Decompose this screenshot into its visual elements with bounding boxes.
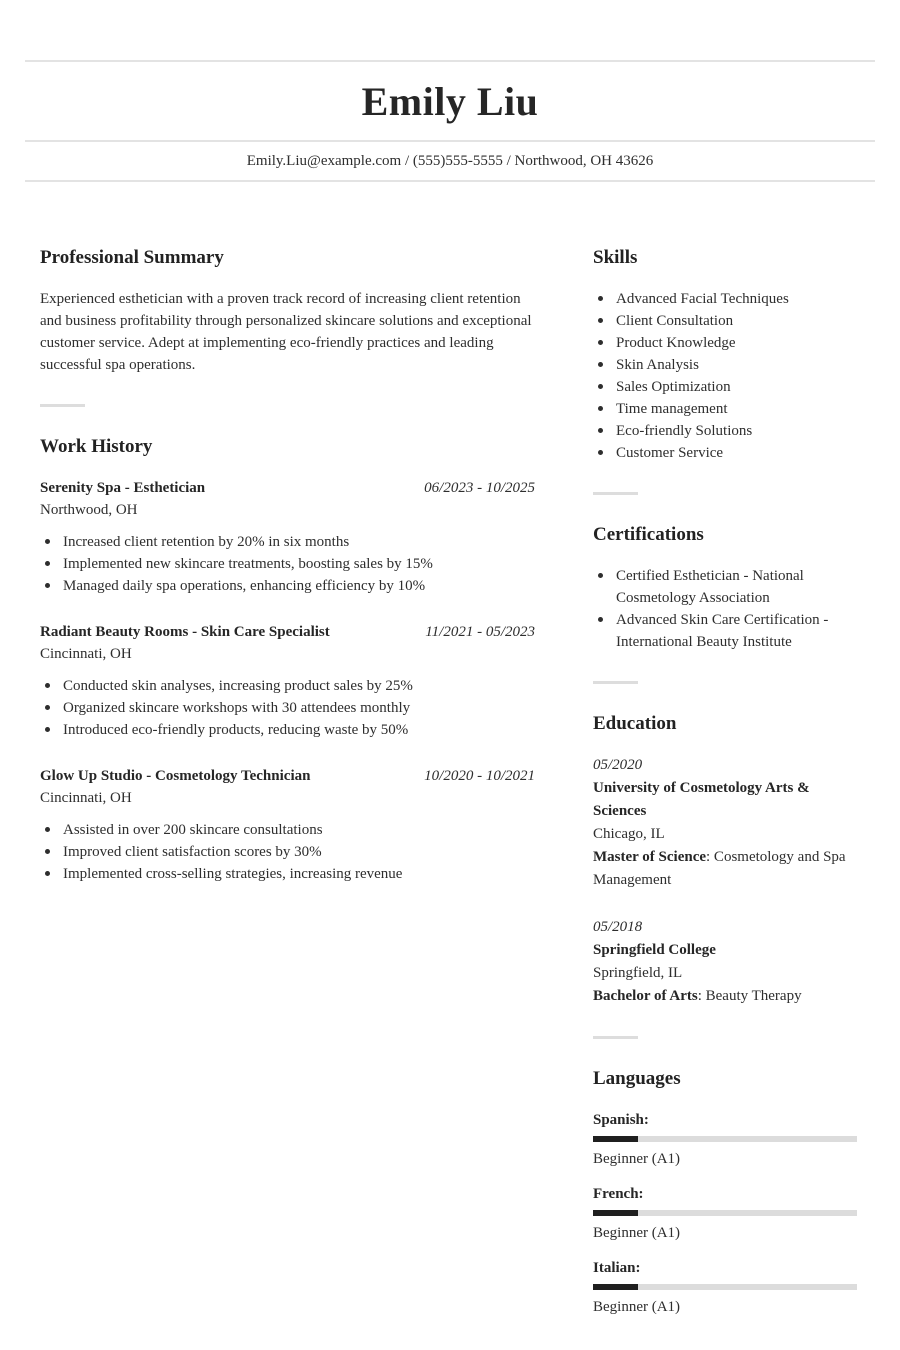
certification-item: Advanced Skin Care Certification - International Beauty Institute bbox=[593, 609, 857, 653]
summary-heading: Professional Summary bbox=[40, 247, 224, 268]
skill-item: Customer Service bbox=[593, 442, 857, 464]
content-columns bbox=[40, 246, 857, 1331]
job-dates: 10/2020 - 10/2021 bbox=[424, 768, 535, 784]
job-title-row bbox=[40, 477, 535, 499]
skill-item: Sales Optimization bbox=[593, 376, 857, 398]
job-title: Serenity Spa - Esthetician bbox=[40, 480, 206, 496]
job-bullet: Implemented new skincare treatments, boosting sales by 15% bbox=[40, 553, 535, 575]
section-divider bbox=[593, 681, 638, 684]
education-heading: Education bbox=[593, 713, 677, 734]
education-degree-label: Bachelor of Arts bbox=[593, 988, 698, 1004]
education-degree-field: : Beauty Therapy bbox=[697, 988, 802, 1004]
section-certifications bbox=[593, 523, 857, 653]
section-languages bbox=[593, 1067, 857, 1318]
job-bullet-list bbox=[40, 819, 535, 885]
job-bullet-list bbox=[40, 675, 535, 741]
education-school: University of Cosmetology Arts & Sciences bbox=[593, 780, 810, 819]
job-bullet: Introduced eco-friendly products, reducing waste by 50% bbox=[40, 719, 535, 741]
skill-item: Client Consultation bbox=[593, 310, 857, 332]
job-bullet: Managed daily spa operations, enhancing efficiency by 10% bbox=[40, 575, 535, 597]
language-name: Spanish: bbox=[593, 1112, 649, 1128]
certification-item: Certified Esthetician - National Cosmetology Association bbox=[593, 565, 857, 609]
job-title: Glow Up Studio - Cosmetology Technician bbox=[40, 768, 311, 784]
section-divider bbox=[593, 1036, 638, 1039]
education-degree bbox=[593, 846, 857, 892]
language-level: Beginner (A1) bbox=[593, 1225, 681, 1241]
job-title-row bbox=[40, 621, 535, 643]
language-entry bbox=[593, 1109, 857, 1170]
section-work-history bbox=[40, 435, 535, 885]
education-date: 05/2020 bbox=[593, 757, 643, 773]
page-title: Emily Liu bbox=[361, 78, 539, 124]
header-bottom-rule bbox=[25, 180, 875, 182]
job-location: Cincinnati, OH bbox=[40, 790, 132, 806]
language-level: Beginner (A1) bbox=[593, 1151, 681, 1167]
contact-info: Emily.Liu@example.com / (555)555-5555 / Northwood, OH 43626 bbox=[246, 152, 654, 169]
education-location: Springfield, IL bbox=[593, 965, 683, 981]
section-skills bbox=[593, 246, 857, 464]
column-gap bbox=[535, 246, 593, 1331]
language-progress-fill bbox=[593, 1136, 638, 1142]
job-bullet: Assisted in over 200 skincare consultations bbox=[40, 819, 535, 841]
job-entry bbox=[40, 477, 535, 597]
language-progress-bar bbox=[593, 1210, 857, 1216]
education-degree bbox=[593, 985, 857, 1008]
language-name: Italian: bbox=[593, 1260, 641, 1276]
left-column bbox=[40, 246, 535, 1331]
job-dates: 06/2023 - 10/2025 bbox=[424, 480, 535, 496]
job-bullet: Improved client satisfaction scores by 30% bbox=[40, 841, 535, 863]
language-entry bbox=[593, 1183, 857, 1244]
job-entry bbox=[40, 765, 535, 885]
language-progress-fill bbox=[593, 1284, 638, 1290]
job-location: Northwood, OH bbox=[40, 502, 138, 518]
education-entry bbox=[593, 916, 857, 1008]
summary-text: Experienced esthetician with a proven track record of increasing client retention and business profitability through personalized skincare solutions and exceptional customer service. Adept at implementing eco-friendly practices and leading successful spa operations. bbox=[40, 291, 532, 373]
education-school: Springfield College bbox=[593, 942, 716, 958]
section-professional-summary bbox=[40, 246, 535, 376]
section-education bbox=[593, 712, 857, 1008]
education-entry bbox=[593, 754, 857, 892]
certifications-heading: Certifications bbox=[593, 524, 704, 545]
language-progress-bar bbox=[593, 1136, 857, 1142]
education-degree-label: Master of Science bbox=[593, 849, 707, 865]
skill-item: Eco-friendly Solutions bbox=[593, 420, 857, 442]
education-location: Chicago, IL bbox=[593, 826, 665, 842]
skill-item: Skin Analysis bbox=[593, 354, 857, 376]
job-title: Radiant Beauty Rooms - Skin Care Specialist bbox=[40, 624, 330, 640]
job-bullet-list bbox=[40, 531, 535, 597]
right-column bbox=[593, 246, 857, 1331]
job-bullet: Increased client retention by 20% in six months bbox=[40, 531, 535, 553]
education-date: 05/2018 bbox=[593, 919, 643, 935]
skill-item: Product Knowledge bbox=[593, 332, 857, 354]
job-bullet: Conducted skin analyses, increasing product sales by 25% bbox=[40, 675, 535, 697]
skills-heading: Skills bbox=[593, 247, 638, 268]
skill-item: Time management bbox=[593, 398, 857, 420]
language-level: Beginner (A1) bbox=[593, 1299, 681, 1315]
language-name: French: bbox=[593, 1186, 644, 1202]
work-history-heading: Work History bbox=[40, 436, 153, 457]
language-progress-fill bbox=[593, 1210, 638, 1216]
job-location: Cincinnati, OH bbox=[40, 646, 132, 662]
job-title-row bbox=[40, 765, 535, 787]
job-dates: 11/2021 - 05/2023 bbox=[425, 624, 535, 640]
section-divider bbox=[40, 404, 85, 407]
skill-item: Advanced Facial Techniques bbox=[593, 288, 857, 310]
header bbox=[0, 62, 900, 140]
education-degree-field: : Cosmetology and Spa Management bbox=[593, 849, 846, 888]
job-bullet: Implemented cross-selling strategies, increasing revenue bbox=[40, 863, 535, 885]
language-entry bbox=[593, 1257, 857, 1318]
skills-list bbox=[593, 288, 857, 464]
certifications-list bbox=[593, 565, 857, 653]
job-bullet: Organized skincare workshops with 30 attendees monthly bbox=[40, 697, 535, 719]
section-divider bbox=[593, 492, 638, 495]
job-entry bbox=[40, 621, 535, 741]
language-progress-bar bbox=[593, 1284, 857, 1290]
contact-bar bbox=[0, 142, 900, 180]
languages-heading: Languages bbox=[593, 1068, 681, 1089]
